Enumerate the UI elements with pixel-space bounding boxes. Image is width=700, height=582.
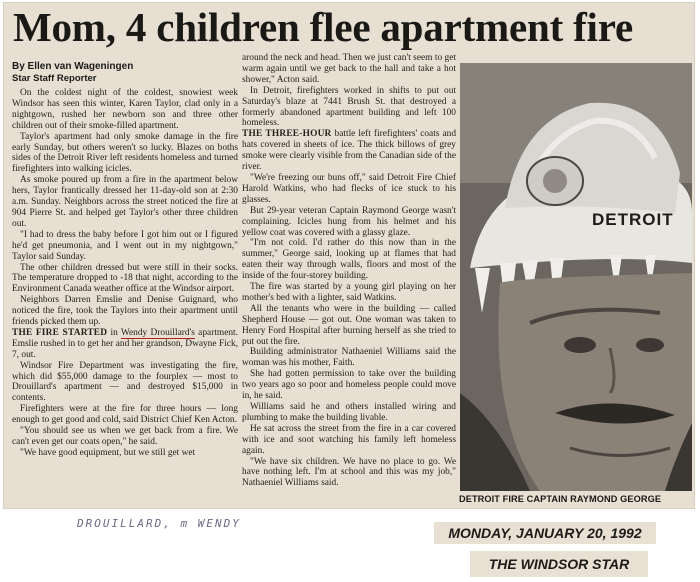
- handwritten-note: DROUILLARD, m WENDY: [77, 517, 241, 530]
- paragraph: "I had to dress the baby before I got him out or I figured he'd get pneumonia, and I went out in my nightgown," Taylor said Sunday.: [12, 229, 238, 262]
- paragraph: "You should see us when we get back from a fire. We can't even get our coats open," he said.: [12, 426, 238, 447]
- paragraph: She had gotten permission to take over the building two years ago so poor and homeless people could move in, he said.: [242, 369, 456, 402]
- paragraph: "I'm not cold. I'd rather do this now than in the summer," George said, looking up at flames that had eaten their way through walls, floors and most of the inside of the four-storey building.: [242, 238, 456, 282]
- photo-caption: DETROIT FIRE CAPTAIN RAYMOND GEORGE: [459, 494, 662, 504]
- headline: Mom, 4 children flee apartment fire: [13, 4, 633, 50]
- column-2-paragraphs-after: [242, 173, 456, 489]
- paragraph: around the neck and head. Then we just can't seem to get warm again until we get back to the hall and take a hot shower," Acton said.: [242, 53, 456, 85]
- paragraph: "We have six children. We have no place to go. We have nothing left. I'm at school and this was my job," Nathaeniel Williams said.: [242, 456, 456, 489]
- paragraph: The fire was started by a young girl playing on her mother's bed with a lighter, said Watkins.: [242, 282, 456, 303]
- underlined-name: Wendy Drouillard's: [120, 327, 195, 338]
- paragraph: On the coldest night of the coldest, snowiest week Windsor has seen this winter, Karen Taylor, clad only in a nightgown, rushed her newborn son and three other children out of their smoke-filled apartment.: [12, 88, 238, 131]
- subhead-fire-started: THE FIRE STARTED: [12, 327, 108, 338]
- paragraph: "We're freezing our buns off," said Detroit Fire Chief Harold Watkins, who had flecks of ice stuck to his glasses.: [242, 172, 456, 205]
- paragraph: All the tenants who were in the building — called Shepherd House — got out. One woman was taken to Henry Ford Hospital after burning herself as she tried to put out the fire.: [242, 303, 456, 347]
- newspaper-label: THE WINDSOR STAR: [470, 551, 648, 577]
- byline: [12, 61, 237, 85]
- subhead-text-before: in: [107, 327, 121, 338]
- column-1-paragraphs-after: [12, 361, 238, 459]
- paragraph: Firefighters were at the fire for three hours — long enough to get good and cold, said District Chief Ken Acton.: [12, 404, 238, 426]
- subhead-paragraph-fire-started: [12, 328, 238, 361]
- subhead-text-rest-2: battle left firefighters' coats and hats covered in sheets of ice. The thick billows of grey smoke were clearly visible from the Canadian side of the river.: [242, 129, 456, 173]
- subhead-text-rest: apartment. Emslie rushed in to get her and her grandson, Dwayne Fick, 7, out.: [12, 327, 238, 360]
- date-label: MONDAY, JANUARY 20, 1992: [434, 522, 656, 544]
- paragraph: The other children dressed but were still in their socks. The temperature dropped to -18 that night, according to the Environment Canada weather office at the Windsor airport.: [12, 262, 238, 295]
- paragraph: "We have good equipment, but we still get wet: [20, 447, 196, 458]
- paragraph: Building administrator Nathaeniel Williams said the woman was his mother, Faith.: [242, 347, 456, 369]
- paragraph: But 29-year veteran Captain Raymond George wasn't complaining. Icicles hung from his helmet and his yellow coat was covered with a glassy glaze.: [242, 205, 456, 238]
- article-column-2: [242, 53, 456, 509]
- column-2-paragraphs: [242, 53, 456, 129]
- byline-title: Star Staff Reporter: [12, 73, 97, 84]
- paragraph: He sat across the street from the fire in a car covered with ice and soot watching his family left homeless again.: [242, 423, 456, 456]
- helmet-text: DETROIT: [592, 210, 674, 229]
- byline-author: By Ellen van Wageningen: [12, 61, 134, 72]
- firefighter-illustration: [460, 63, 692, 491]
- paragraph: Neighbors Darren Emslie and Denise Guignard, who noticed the fire, took the Taylors into their apartment until friends picked them up.: [12, 295, 238, 328]
- paragraph: As smoke poured up from a fire in the apartment below hers, Taylor frantically dressed her 11-day-old son at 2:30 a.m. Sunday. Neighbors across the street noticed the fire at 904 Pierre St. and helped get Taylor's other three children out.: [12, 175, 238, 229]
- paragraph: Windsor Fire Department was investigating the fire, which did $55,000 damage to the fourplex — most to Drouillard's apartment — and destroyed $15,000 in contents.: [12, 360, 238, 404]
- article-column-1: [12, 88, 238, 508]
- column-1-paragraphs: [12, 88, 238, 328]
- paragraph: Taylor's apartment had only smoke damage in the fire early Sunday, but others weren't so lucky. Blazes on boths sides of the Detroit River left residents homeless and turned firefighters into walking icicles.: [12, 131, 238, 175]
- newspaper-clipping: [3, 2, 695, 509]
- subhead-three-hour: THE THREE-HOUR: [242, 129, 332, 140]
- firefighter-photo: [460, 63, 692, 491]
- paragraph: In Detroit, firefighters worked in shifts to put out Saturday's blaze at 7441 Brush St. that destroyed a formerly abandoned apartment building and left 100 homeless.: [242, 85, 456, 129]
- subhead-paragraph-three-hour: [242, 129, 456, 173]
- paragraph: Williams said he and others installed wiring and plumbing to make the building livable.: [242, 402, 456, 423]
